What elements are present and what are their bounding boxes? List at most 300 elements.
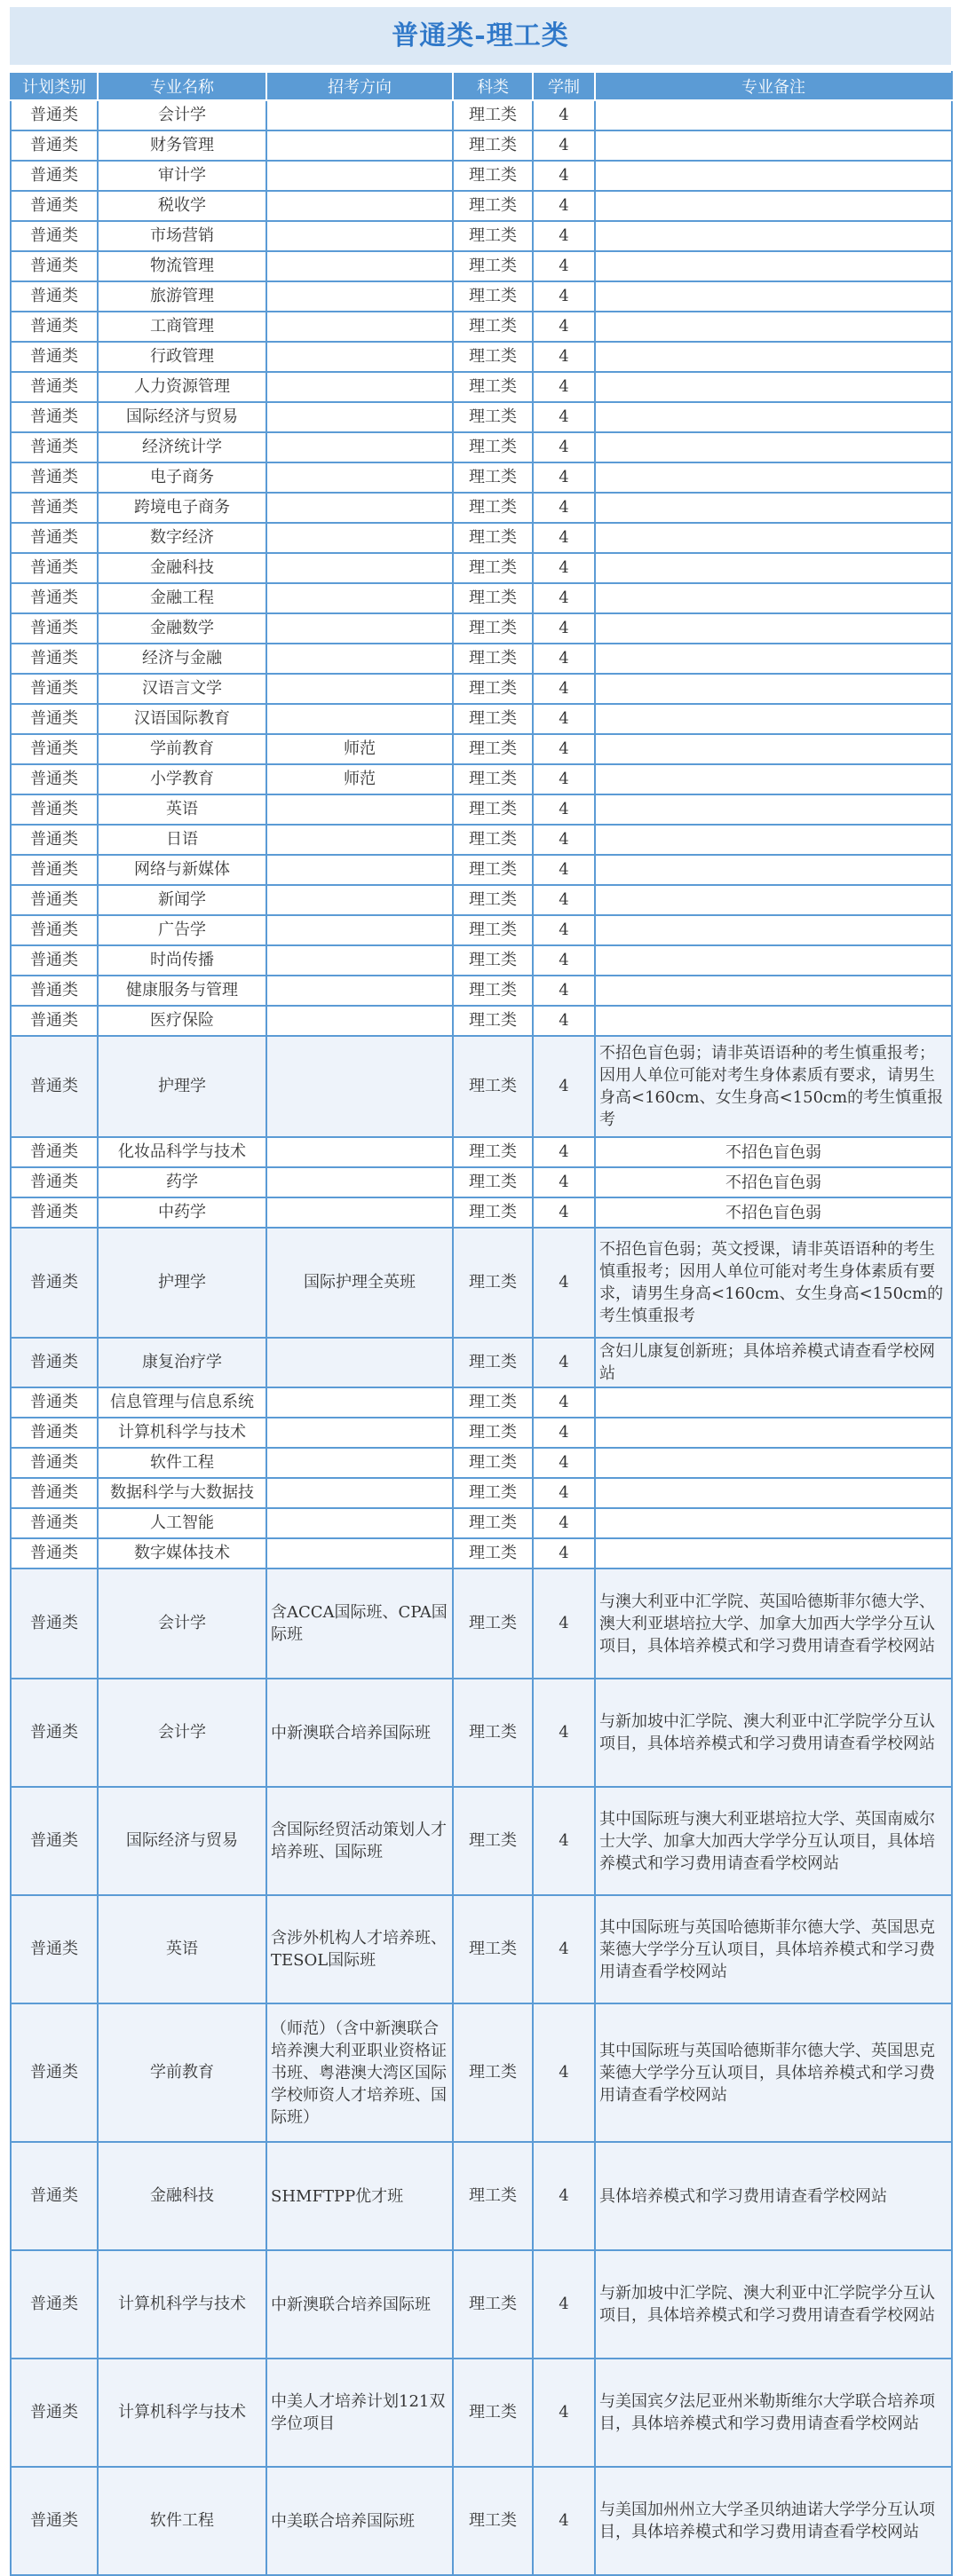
cell-notes — [595, 1418, 952, 1448]
cell-subject: 理工类 — [453, 1478, 533, 1508]
cell-major-name: 计算机科学与技术 — [98, 2250, 266, 2359]
cell-notes — [595, 644, 952, 674]
cell-subject: 理工类 — [453, 2250, 533, 2359]
cell-direction: 师范 — [266, 764, 453, 794]
cell-major-name: 跨境电子商务 — [98, 493, 266, 523]
table-row — [11, 1787, 952, 1895]
cell-years: 4 — [533, 281, 595, 312]
cell-major-name: 学前教育 — [98, 734, 266, 764]
cell-direction — [266, 1448, 453, 1478]
table-row — [11, 976, 952, 1006]
cell-direction — [266, 221, 453, 251]
cell-plan-category: 普通类 — [11, 1569, 98, 1679]
cell-subject: 理工类 — [453, 1228, 533, 1338]
table-row — [11, 1197, 952, 1228]
cell-notes — [595, 1538, 952, 1569]
cell-subject: 理工类 — [453, 523, 533, 553]
cell-major-name: 新闻学 — [98, 885, 266, 915]
cell-subject: 理工类 — [453, 1895, 533, 2003]
cell-major-name: 金融科技 — [98, 2142, 266, 2250]
cell-direction — [266, 644, 453, 674]
cell-major-name: 物流管理 — [98, 251, 266, 281]
cell-major-name: 数据科学与大数据技 — [98, 1478, 266, 1508]
cell-notes — [595, 251, 952, 281]
cell-subject: 理工类 — [453, 1338, 533, 1387]
table-row — [11, 312, 952, 342]
cell-years: 4 — [533, 825, 595, 855]
cell-notes — [595, 945, 952, 976]
cell-subject: 理工类 — [453, 976, 533, 1006]
cell-subject: 理工类 — [453, 372, 533, 402]
cell-subject: 理工类 — [453, 1387, 533, 1418]
cell-subject: 理工类 — [453, 885, 533, 915]
cell-plan-category: 普通类 — [11, 976, 98, 1006]
cell-years: 4 — [533, 251, 595, 281]
cell-notes — [595, 915, 952, 945]
cell-years: 4 — [533, 2467, 595, 2575]
cell-notes — [595, 674, 952, 704]
header-notes: 专业备注 — [595, 72, 952, 100]
cell-subject: 理工类 — [453, 1679, 533, 1787]
cell-plan-category: 普通类 — [11, 1478, 98, 1508]
cell-years: 4 — [533, 1228, 595, 1338]
cell-plan-category: 普通类 — [11, 1167, 98, 1197]
cell-plan-category: 普通类 — [11, 915, 98, 945]
cell-notes — [595, 281, 952, 312]
cell-direction — [266, 553, 453, 583]
cell-plan-category: 普通类 — [11, 251, 98, 281]
cell-subject: 理工类 — [453, 462, 533, 493]
cell-major-name: 广告学 — [98, 915, 266, 945]
cell-major-name: 经济与金融 — [98, 644, 266, 674]
cell-years: 4 — [533, 1448, 595, 1478]
cell-subject: 理工类 — [453, 281, 533, 312]
table-row — [11, 1895, 952, 2003]
cell-subject: 理工类 — [453, 1569, 533, 1679]
cell-subject: 理工类 — [453, 583, 533, 613]
cell-major-name: 金融工程 — [98, 583, 266, 613]
cell-years: 4 — [533, 855, 595, 885]
cell-years: 4 — [533, 402, 595, 432]
cell-direction: 含涉外机构人才培养班、TESOL国际班 — [266, 1895, 453, 2003]
cell-plan-category: 普通类 — [11, 734, 98, 764]
cell-years: 4 — [533, 312, 595, 342]
cell-direction — [266, 161, 453, 191]
table-row — [11, 734, 952, 764]
cell-major-name: 人工智能 — [98, 1508, 266, 1538]
cell-subject: 理工类 — [453, 2359, 533, 2467]
cell-plan-category: 普通类 — [11, 312, 98, 342]
table-row — [11, 1418, 952, 1448]
cell-plan-category: 普通类 — [11, 493, 98, 523]
cell-notes — [595, 402, 952, 432]
cell-years: 4 — [533, 1418, 595, 1448]
cell-plan-category: 普通类 — [11, 825, 98, 855]
cell-direction — [266, 1538, 453, 1569]
table-row — [11, 221, 952, 251]
cell-notes — [595, 432, 952, 462]
cell-major-name: 金融数学 — [98, 613, 266, 644]
cell-years: 4 — [533, 2250, 595, 2359]
cell-plan-category: 普通类 — [11, 1006, 98, 1036]
table-body — [11, 100, 952, 2575]
cell-years: 4 — [533, 734, 595, 764]
cell-notes — [595, 130, 952, 161]
cell-plan-category: 普通类 — [11, 1679, 98, 1787]
header-direction: 招考方向 — [266, 72, 453, 100]
cell-major-name: 金融科技 — [98, 553, 266, 583]
cell-notes — [595, 493, 952, 523]
table-row — [11, 1448, 952, 1478]
cell-plan-category: 普通类 — [11, 945, 98, 976]
cell-plan-category: 普通类 — [11, 523, 98, 553]
cell-notes — [595, 221, 952, 251]
cell-direction: 含国际经贸活动策划人才培养班、国际班 — [266, 1787, 453, 1895]
header-subject: 科类 — [453, 72, 533, 100]
cell-notes — [595, 100, 952, 130]
cell-notes: 与澳大利亚中汇学院、英国哈德斯菲尔德大学、澳大利亚堪培拉大学、加拿大加西大学学分互认项目，具体培养模式和学习费用请查看学校网站 — [595, 1569, 952, 1679]
cell-subject: 理工类 — [453, 734, 533, 764]
cell-notes — [595, 764, 952, 794]
cell-major-name: 小学教育 — [98, 764, 266, 794]
cell-years: 4 — [533, 1538, 595, 1569]
cell-subject: 理工类 — [453, 342, 533, 372]
cell-plan-category: 普通类 — [11, 1538, 98, 1569]
cell-notes: 不招色盲色弱 — [595, 1167, 952, 1197]
cell-direction — [266, 372, 453, 402]
cell-years: 4 — [533, 130, 595, 161]
cell-years: 4 — [533, 1137, 595, 1167]
cell-major-name: 会计学 — [98, 1679, 266, 1787]
cell-years: 4 — [533, 1508, 595, 1538]
cell-direction: 师范 — [266, 734, 453, 764]
cell-years: 4 — [533, 976, 595, 1006]
cell-notes: 含妇儿康复创新班；具体培养模式请查看学校网站 — [595, 1338, 952, 1387]
cell-notes — [595, 523, 952, 553]
table-row — [11, 1569, 952, 1679]
cell-years: 4 — [533, 1006, 595, 1036]
cell-direction — [266, 312, 453, 342]
cell-notes — [595, 1478, 952, 1508]
cell-plan-category: 普通类 — [11, 674, 98, 704]
cell-subject: 理工类 — [453, 915, 533, 945]
cell-subject: 理工类 — [453, 493, 533, 523]
cell-major-name: 税收学 — [98, 191, 266, 221]
cell-direction: 中美人才培养计划121双学位项目 — [266, 2359, 453, 2467]
cell-years: 4 — [533, 493, 595, 523]
cell-major-name: 审计学 — [98, 161, 266, 191]
cell-direction — [266, 1387, 453, 1418]
cell-notes — [595, 855, 952, 885]
cell-major-name: 旅游管理 — [98, 281, 266, 312]
cell-major-name: 计算机科学与技术 — [98, 1418, 266, 1448]
cell-direction — [266, 130, 453, 161]
cell-direction — [266, 1418, 453, 1448]
cell-years: 4 — [533, 1197, 595, 1228]
cell-years: 4 — [533, 191, 595, 221]
cell-major-name: 人力资源管理 — [98, 372, 266, 402]
cell-subject: 理工类 — [453, 2142, 533, 2250]
cell-major-name: 汉语言文学 — [98, 674, 266, 704]
table-row — [11, 1508, 952, 1538]
cell-notes — [595, 583, 952, 613]
cell-years: 4 — [533, 1167, 595, 1197]
cell-direction — [266, 674, 453, 704]
cell-plan-category: 普通类 — [11, 1387, 98, 1418]
cell-years: 4 — [533, 674, 595, 704]
cell-major-name: 行政管理 — [98, 342, 266, 372]
cell-notes — [595, 372, 952, 402]
cell-plan-category: 普通类 — [11, 281, 98, 312]
cell-plan-category: 普通类 — [11, 1508, 98, 1538]
cell-notes — [595, 1006, 952, 1036]
cell-direction — [266, 191, 453, 221]
table-row — [11, 915, 952, 945]
cell-major-name: 软件工程 — [98, 2467, 266, 2575]
table-row — [11, 2359, 952, 2467]
cell-years: 4 — [533, 704, 595, 734]
table-row — [11, 130, 952, 161]
cell-plan-category: 普通类 — [11, 100, 98, 130]
table-row — [11, 613, 952, 644]
cell-direction — [266, 281, 453, 312]
cell-subject: 理工类 — [453, 2467, 533, 2575]
cell-major-name: 护理学 — [98, 1228, 266, 1338]
header-plan-category: 计划类别 — [11, 72, 98, 100]
cell-subject: 理工类 — [453, 1167, 533, 1197]
cell-notes — [595, 704, 952, 734]
page-title: 普通类-理工类 — [10, 7, 951, 65]
cell-notes: 其中国际班与英国哈德斯菲尔德大学、英国思克莱德大学学分互认项目，具体培养模式和学习费用请查看学校网站 — [595, 1895, 952, 2003]
cell-years: 4 — [533, 794, 595, 825]
table-row — [11, 2003, 952, 2142]
cell-subject: 理工类 — [453, 312, 533, 342]
table-row — [11, 342, 952, 372]
cell-subject: 理工类 — [453, 704, 533, 734]
cell-notes — [595, 342, 952, 372]
cell-major-name: 电子商务 — [98, 462, 266, 493]
cell-plan-category: 普通类 — [11, 191, 98, 221]
cell-years: 4 — [533, 1478, 595, 1508]
cell-plan-category: 普通类 — [11, 583, 98, 613]
cell-direction — [266, 493, 453, 523]
cell-major-name: 数字经济 — [98, 523, 266, 553]
cell-notes: 与新加坡中汇学院、澳大利亚中汇学院学分互认项目，具体培养模式和学习费用请查看学校网站 — [595, 1679, 952, 1787]
cell-subject: 理工类 — [453, 251, 533, 281]
cell-plan-category: 普通类 — [11, 1137, 98, 1167]
cell-subject: 理工类 — [453, 130, 533, 161]
cell-years: 4 — [533, 583, 595, 613]
cell-years: 4 — [533, 1679, 595, 1787]
cell-plan-category: 普通类 — [11, 764, 98, 794]
cell-years: 4 — [533, 613, 595, 644]
cell-subject: 理工类 — [453, 161, 533, 191]
cell-direction — [266, 825, 453, 855]
cell-major-name: 网络与新媒体 — [98, 855, 266, 885]
cell-subject: 理工类 — [453, 221, 533, 251]
cell-notes — [595, 1387, 952, 1418]
cell-plan-category: 普通类 — [11, 2142, 98, 2250]
table-row — [11, 1679, 952, 1787]
cell-notes — [595, 553, 952, 583]
cell-subject: 理工类 — [453, 764, 533, 794]
cell-subject: 理工类 — [453, 1538, 533, 1569]
cell-years: 4 — [533, 523, 595, 553]
cell-major-name: 中药学 — [98, 1197, 266, 1228]
table-row — [11, 2142, 952, 2250]
cell-notes — [595, 462, 952, 493]
cell-direction: SHMFTPP优才班 — [266, 2142, 453, 2250]
cell-direction — [266, 855, 453, 885]
cell-plan-category: 普通类 — [11, 2467, 98, 2575]
table-row — [11, 372, 952, 402]
cell-notes: 其中国际班与英国哈德斯菲尔德大学、英国思克莱德大学学分互认项目，具体培养模式和学习费用请查看学校网站 — [595, 2003, 952, 2142]
table-row — [11, 553, 952, 583]
table-header-row — [11, 72, 952, 100]
cell-direction — [266, 1197, 453, 1228]
cell-subject: 理工类 — [453, 1787, 533, 1895]
cell-major-name: 医疗保险 — [98, 1006, 266, 1036]
cell-plan-category: 普通类 — [11, 644, 98, 674]
cell-major-name: 药学 — [98, 1167, 266, 1197]
table-row — [11, 432, 952, 462]
table-row — [11, 583, 952, 613]
cell-subject: 理工类 — [453, 402, 533, 432]
cell-plan-category: 普通类 — [11, 221, 98, 251]
cell-major-name: 康复治疗学 — [98, 1338, 266, 1387]
table-row — [11, 462, 952, 493]
cell-notes: 不招色盲色弱；请非英语语种的考生慎重报考；因用人单位可能对考生身体素质有要求，请男生身高<160cm、女生身高<150cm的考生慎重报考 — [595, 1036, 952, 1137]
cell-direction — [266, 1036, 453, 1137]
table-row — [11, 1006, 952, 1036]
cell-plan-category: 普通类 — [11, 794, 98, 825]
cell-years: 4 — [533, 2359, 595, 2467]
cell-notes — [595, 312, 952, 342]
cell-direction — [266, 704, 453, 734]
cell-major-name: 护理学 — [98, 1036, 266, 1137]
cell-years: 4 — [533, 1895, 595, 2003]
cell-direction: 中美联合培养国际班 — [266, 2467, 453, 2575]
admission-table — [10, 71, 953, 2576]
cell-major-name: 学前教育 — [98, 2003, 266, 2142]
cell-notes — [595, 794, 952, 825]
cell-notes: 具体培养模式和学习费用请查看学校网站 — [595, 2142, 952, 2250]
cell-notes — [595, 191, 952, 221]
cell-subject: 理工类 — [453, 553, 533, 583]
cell-direction — [266, 794, 453, 825]
cell-direction — [266, 462, 453, 493]
cell-direction — [266, 915, 453, 945]
table-row — [11, 1228, 952, 1338]
cell-major-name: 国际经济与贸易 — [98, 402, 266, 432]
cell-plan-category: 普通类 — [11, 161, 98, 191]
cell-subject: 理工类 — [453, 1508, 533, 1538]
cell-direction — [266, 100, 453, 130]
cell-plan-category: 普通类 — [11, 2250, 98, 2359]
cell-direction: 国际护理全英班 — [266, 1228, 453, 1338]
cell-direction: 中新澳联合培养国际班 — [266, 1679, 453, 1787]
cell-direction — [266, 613, 453, 644]
table-row — [11, 1137, 952, 1167]
cell-plan-category: 普通类 — [11, 2003, 98, 2142]
cell-direction — [266, 342, 453, 372]
cell-notes: 不招色盲色弱 — [595, 1137, 952, 1167]
cell-plan-category: 普通类 — [11, 1895, 98, 2003]
cell-years: 4 — [533, 945, 595, 976]
cell-major-name: 国际经济与贸易 — [98, 1787, 266, 1895]
table-row — [11, 764, 952, 794]
cell-direction — [266, 432, 453, 462]
cell-plan-category: 普通类 — [11, 1418, 98, 1448]
cell-major-name: 英语 — [98, 794, 266, 825]
cell-years: 4 — [533, 2142, 595, 2250]
table-row — [11, 402, 952, 432]
cell-major-name: 财务管理 — [98, 130, 266, 161]
cell-major-name: 数字媒体技术 — [98, 1538, 266, 1569]
cell-years: 4 — [533, 342, 595, 372]
table-row — [11, 2250, 952, 2359]
header-years: 学制 — [533, 72, 595, 100]
cell-major-name: 时尚传播 — [98, 945, 266, 976]
cell-years: 4 — [533, 1787, 595, 1895]
cell-subject: 理工类 — [453, 1006, 533, 1036]
cell-plan-category: 普通类 — [11, 1338, 98, 1387]
cell-notes: 不招色盲色弱 — [595, 1197, 952, 1228]
cell-plan-category: 普通类 — [11, 613, 98, 644]
cell-subject: 理工类 — [453, 1036, 533, 1137]
table-row — [11, 523, 952, 553]
table-row — [11, 674, 952, 704]
table-row — [11, 100, 952, 130]
cell-major-name: 日语 — [98, 825, 266, 855]
table-row — [11, 885, 952, 915]
cell-plan-category: 普通类 — [11, 704, 98, 734]
table-row — [11, 191, 952, 221]
cell-subject: 理工类 — [453, 100, 533, 130]
cell-years: 4 — [533, 161, 595, 191]
cell-direction — [266, 1006, 453, 1036]
cell-years: 4 — [533, 372, 595, 402]
cell-direction — [266, 945, 453, 976]
table-row — [11, 493, 952, 523]
cell-years: 4 — [533, 100, 595, 130]
cell-subject: 理工类 — [453, 1137, 533, 1167]
cell-subject: 理工类 — [453, 1418, 533, 1448]
cell-years: 4 — [533, 885, 595, 915]
table-row — [11, 855, 952, 885]
cell-notes — [595, 161, 952, 191]
cell-plan-category: 普通类 — [11, 1448, 98, 1478]
cell-years: 4 — [533, 221, 595, 251]
cell-years: 4 — [533, 764, 595, 794]
header-major-name: 专业名称 — [98, 72, 266, 100]
cell-direction — [266, 1338, 453, 1387]
table-row — [11, 704, 952, 734]
cell-subject: 理工类 — [453, 2003, 533, 2142]
cell-years: 4 — [533, 1036, 595, 1137]
cell-direction: 中新澳联合培养国际班 — [266, 2250, 453, 2359]
cell-subject: 理工类 — [453, 674, 533, 704]
cell-subject: 理工类 — [453, 1448, 533, 1478]
table-row — [11, 1478, 952, 1508]
table-row — [11, 1338, 952, 1387]
cell-plan-category: 普通类 — [11, 372, 98, 402]
table-row — [11, 945, 952, 976]
cell-subject: 理工类 — [453, 191, 533, 221]
cell-subject: 理工类 — [453, 613, 533, 644]
cell-plan-category: 普通类 — [11, 553, 98, 583]
cell-subject: 理工类 — [453, 794, 533, 825]
